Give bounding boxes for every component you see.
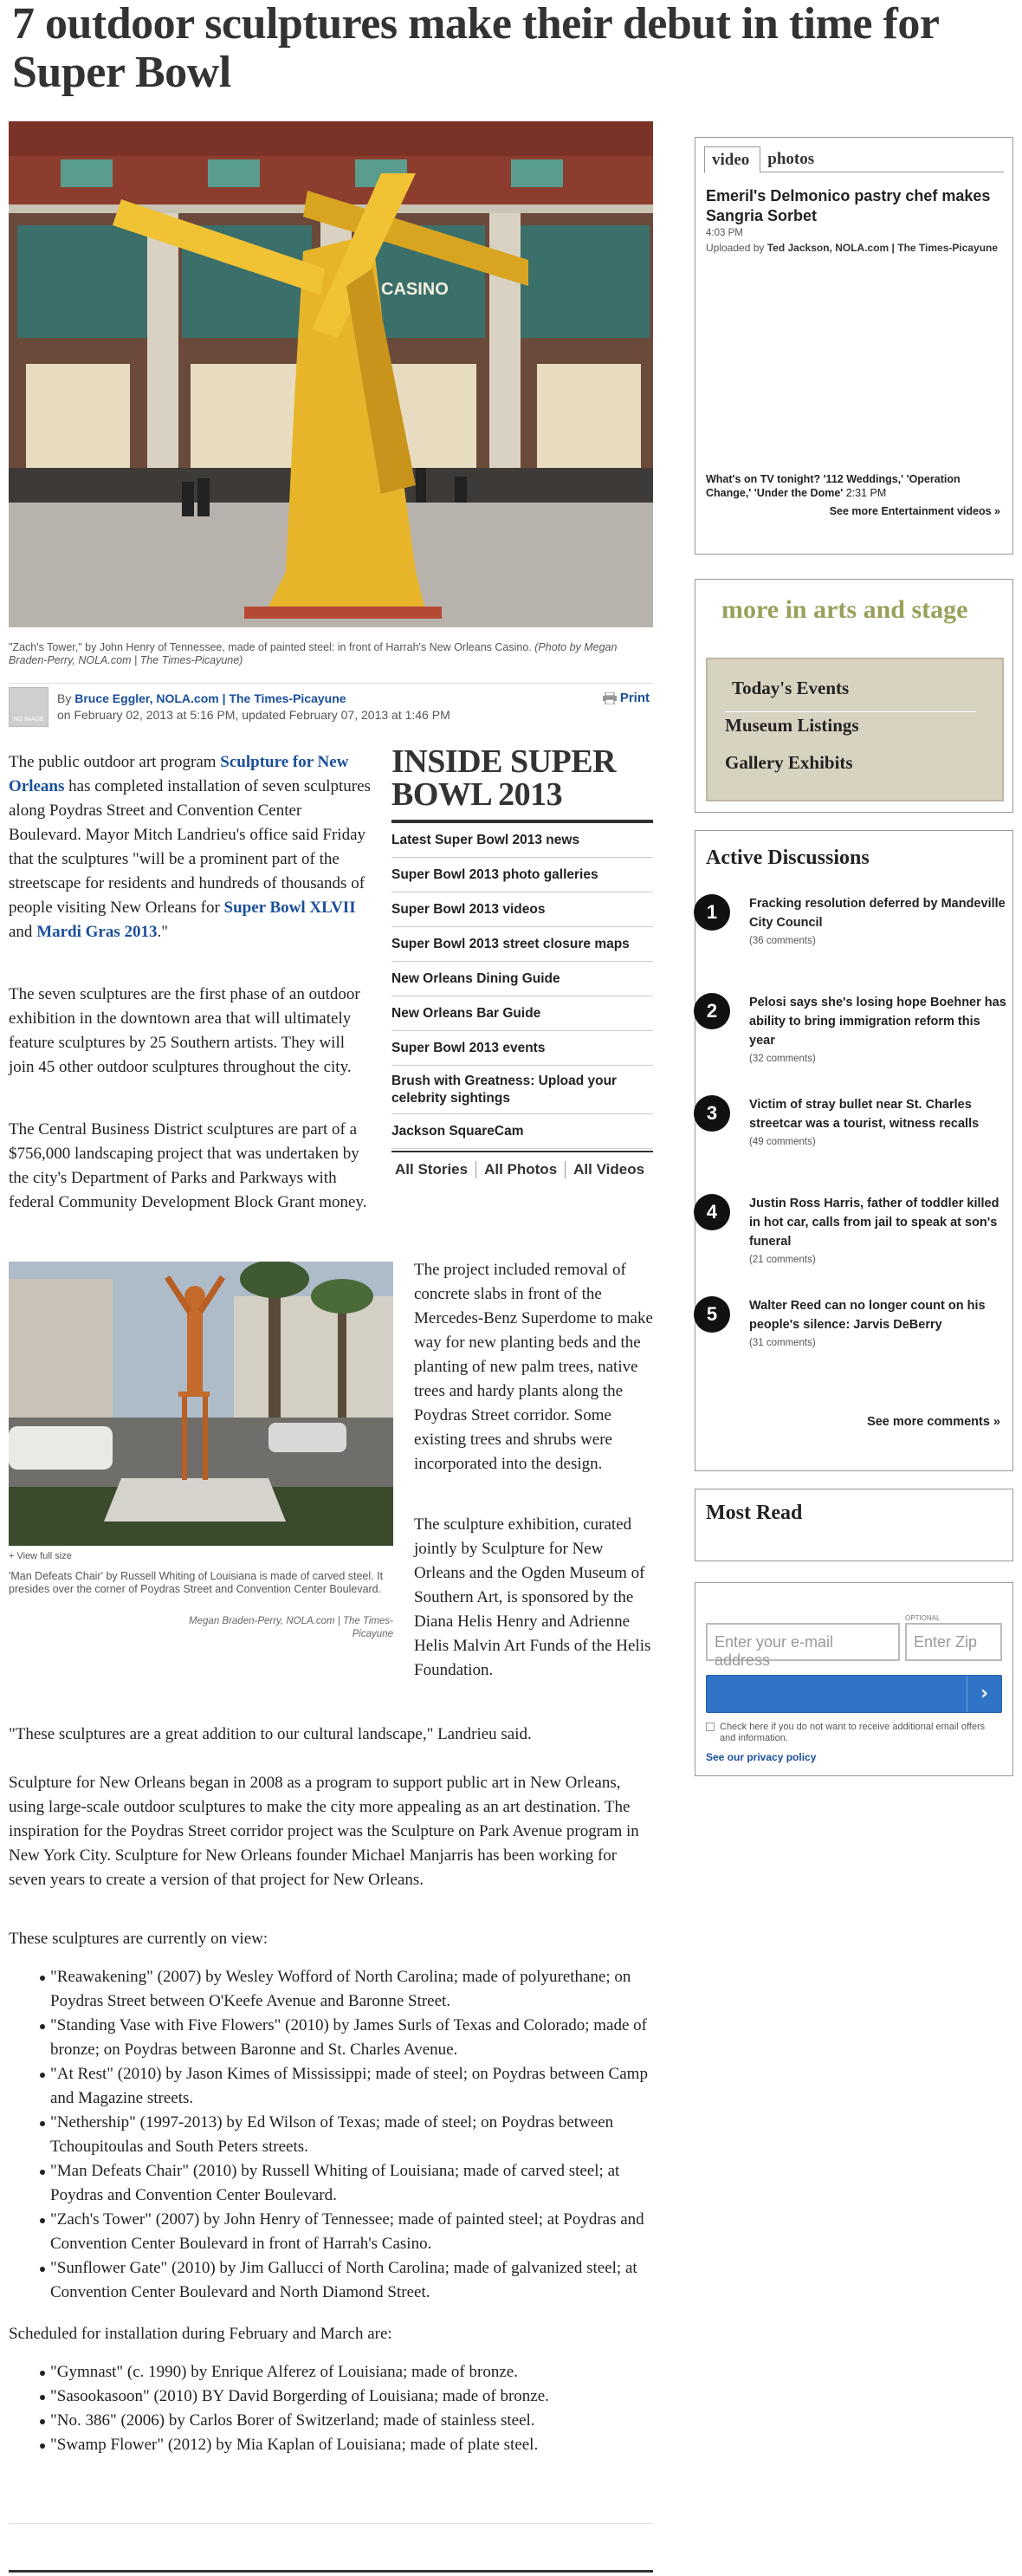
opt-out-label: Check here if you do not want to receive additional email offers and information. [720, 1722, 986, 1743]
more-comments-link[interactable]: See more comments » [867, 1415, 1000, 1429]
next-video[interactable] [706, 472, 1006, 500]
arts-title: more in arts and stage [721, 595, 968, 624]
discussion-count: (32 comments) [749, 1054, 816, 1064]
byline [57, 691, 450, 723]
discussion-title[interactable]: Justin Ross Harris, father of toddler killed in hot car, calls from jail to speak at son's funeral [749, 1197, 999, 1249]
isb-link[interactable]: New Orleans Bar Guide [391, 996, 653, 1031]
uploaded-prefix: Uploaded by [706, 242, 765, 254]
list-item[interactable] [706, 1194, 1012, 1296]
on-view-list [9, 1965, 653, 2305]
byline-prefix: By [57, 691, 72, 705]
isb-footer [391, 1151, 653, 1178]
inside-super-bowl-title: INSIDE SUPER BOWL 2013 [391, 745, 653, 823]
paragraph-2: The seven sculptures are the first phase of an outdoor exhibition in the downtown area that will ultimately feature sculptures by 25 Southern artists. They will join 45 other outdoor sculptures throughout the city. [9, 985, 360, 1076]
next-video-title: What's on TV tonight? '112 Weddings,' 'Operation Change,' 'Under the Dome' [706, 473, 961, 499]
opt-out-checkbox[interactable] [706, 1723, 715, 1731]
paragraph-9: Scheduled for installation during February and March are: [9, 2325, 392, 2343]
article-headline: 7 outdoor sculptures make their debut in time for Super Bowl [12, 0, 939, 97]
arts-link[interactable]: Gallery Exhibits [725, 752, 853, 773]
discussion-number: 4 [694, 1194, 730, 1230]
man-defeats-chair-photo[interactable] [9, 1262, 393, 1546]
optional-label: OPTIONAL [905, 1614, 941, 1622]
privacy-policy-link[interactable]: See our privacy policy [706, 1751, 817, 1763]
all-videos-link[interactable]: All Videos [565, 1161, 652, 1178]
list-item[interactable] [706, 1095, 1012, 1194]
isb-link[interactable]: Super Bowl 2013 photo galleries [391, 858, 653, 892]
discussions-title: Active Discussions [706, 847, 870, 869]
p1-text-d: ." [157, 923, 169, 941]
video-uploader [706, 242, 1002, 255]
discussion-title[interactable]: Fracking resolution deferred by Mandeville City Council [749, 897, 1006, 930]
paragraph-1 [9, 750, 371, 944]
byline-date: on February 02, 2013 at 5:16 PM, updated February 07, 2013 at 1:46 PM [57, 708, 450, 722]
printer-icon [603, 692, 617, 704]
inside-super-bowl-links [391, 823, 653, 1149]
tab-video[interactable]: video [704, 146, 760, 173]
isb-link[interactable]: Brush with Greatness: Upload your celebrity sightings [391, 1066, 653, 1114]
email-field[interactable]: Enter your e-mail address [706, 1623, 900, 1661]
newsletter-box [695, 1582, 1013, 1776]
p1-text-a: The public outdoor art program [9, 753, 221, 771]
chevron-right-icon: › [967, 1676, 1001, 1712]
list-item: "Reawakening" (2007) by Wesley Wofford of North Carolina; made of polyurethane; on Poydras Street between O'Keefe Avenue and Baronne Street. [9, 1965, 653, 2014]
isb-link[interactable]: Jackson SquareCam [391, 1114, 653, 1149]
isb-link[interactable]: Super Bowl 2013 street closure maps [391, 927, 653, 962]
man-defeats-chair-image [9, 1262, 393, 1546]
list-item: "At Rest" (2010) by Jason Kimes of Mississippi; made of steel; on Poydras between Camp and Magazine streets. [9, 2062, 653, 2111]
paragraph-8: These sculptures are currently on view: [9, 1930, 268, 1948]
zip-field[interactable]: Enter Zip [905, 1623, 1002, 1661]
view-full-size-label: View full size [16, 1551, 72, 1561]
video-tabs [704, 146, 1004, 172]
zachs-tower-photo [9, 121, 653, 627]
discussion-number: 3 [694, 1095, 730, 1132]
avatar [9, 687, 49, 727]
list-item: "Swamp Flower" (2012) by Mia Kaplan of Louisiana; made of plate steel. [9, 2433, 653, 2457]
arts-links-panel [706, 658, 1004, 801]
list-item: "Gymnast" (c. 1990) by Enrique Alferez of Louisiana; made of bronze. [9, 2360, 653, 2385]
super-bowl-xlvii-link[interactable]: Super Bowl XLVII [223, 899, 356, 917]
scheduled-list [9, 2360, 653, 2457]
next-video-time: 2:31 PM [845, 487, 887, 499]
paragraph-5: The sculpture exhibition, curated jointly by Sculpture for New Orleans and the Ogden Museum of Southern Art, is sponsored by the Diana Helis Henry and Adrienne Helis Malvin Art Funds of the Helis Foundation. [414, 1515, 651, 1679]
discussion-count: (21 comments) [749, 1255, 816, 1265]
caption-text: "Zach's Tower," by John Henry of Tennessee, made of painted steel: in front of Harrah's New Orleans Casino. [9, 641, 532, 653]
photo2-credit: Megan Braden-Perry, NOLA.com | The Times-Picayune [189, 1616, 393, 1639]
list-item: "Man Defeats Chair" (2010) by Russell Whiting of Louisiana; made of carved steel; at Poydras and Convention Center Boulevard. [9, 2159, 653, 2208]
p1-text-b: has completed installation of seven sculptures along Poydras Street and Convention Center Boulevard. Mayor Mitch Landrieu's office said Friday that the sculptures "will be a prominent part of the streetscape for residents and hundreds of thousands of people visiting New Orleans for [9, 777, 371, 917]
arts-link[interactable]: Museum Listings [725, 715, 859, 736]
tab-photos[interactable]: photos [767, 150, 815, 168]
isb-link[interactable]: New Orleans Dining Guide [391, 962, 653, 996]
divider [9, 2570, 653, 2573]
video-title[interactable]: Emeril's Delmonico pastry chef makes Sangria Sorbet [706, 187, 991, 224]
casino-sign: CASINO [381, 280, 449, 299]
main-photo[interactable] [9, 121, 653, 627]
opt-out-checkbox-row[interactable] [706, 1722, 1002, 1744]
list-item: "Nethership" (1997-2013) by Ed Wilson of Texas; made of steel; on Poydras between Tchoupitoulas and South Peters streets. [9, 2111, 653, 2159]
list-item: "Sasookasoon" (2010) BY David Borgerding of Louisiana; made of bronze. [9, 2385, 653, 2409]
isb-link[interactable]: Super Bowl 2013 videos [391, 892, 653, 927]
paragraph-7: Sculpture for New Orleans began in 2008 as a program to support public art in New Orleans, using large-scale outdoor sculptures to make the city more appealing as an art destination. The inspiration for the Poydras Street corridor project was the Sculpture on Park Avenue program in New York City. Sculpture for New Orleans founder Michael Manjarris has been working for seven years to create a version of that project for New Orleans. [9, 1774, 639, 1889]
avatar-label: NO IMAGE [13, 717, 44, 723]
sculpture-for-new-orleans-link[interactable]: Sculpture for New Orleans [9, 753, 349, 795]
list-item[interactable] [706, 894, 1012, 993]
discussion-number: 5 [694, 1296, 730, 1333]
photo2-caption: 'Man Defeats Chair' by Russell Whiting of Louisiana is made of carved steel. It presides over the corner of Poydras Street and Convention Center Boulevard. [9, 1570, 384, 1595]
byline-row [9, 683, 653, 731]
discussion-count: (36 comments) [749, 936, 816, 946]
author-link[interactable]: Bruce Eggler, NOLA.com | The Times-Picayune [74, 691, 346, 705]
active-discussions-box [695, 830, 1013, 1471]
more-videos-link[interactable]: See more Entertainment videos » [829, 505, 1000, 517]
mardi-gras-2013-link[interactable]: Mardi Gras 2013 [36, 923, 158, 941]
uploader-name[interactable]: Ted Jackson, NOLA.com | The Times-Picayune [766, 242, 999, 254]
isb-link[interactable]: Super Bowl 2013 events [391, 1031, 653, 1066]
p1-text-c: and [9, 923, 37, 941]
most-read-title: Most Read [706, 1502, 803, 1524]
list-item[interactable] [706, 993, 1012, 1095]
subscribe-button[interactable] [706, 1675, 1002, 1713]
list-item[interactable] [706, 1296, 1012, 1374]
paragraph-6: "These sculptures are a great addition to our cultural landscape," Landrieu said. [9, 1725, 532, 1743]
print-label: Print [619, 691, 650, 705]
all-photos-link[interactable]: All Photos [475, 1161, 565, 1178]
discussions-list [695, 894, 1012, 1374]
arts-link[interactable]: Today's Events [725, 675, 976, 712]
print-button[interactable] [603, 691, 650, 705]
all-stories-link[interactable]: All Stories [395, 1161, 469, 1178]
video-time: 4:03 PM [706, 228, 743, 238]
view-full-size-link[interactable]: + View full size [9, 1551, 72, 1561]
paragraph-4: The project included removal of concrete slabs in front of the Mercedes-Benz Superdome to make way for new planting beds and the planting of new palm trees, native trees and hardy plants along the Poydras Street corridor. Some existing trees and shrubs were incorporated into the design. [414, 1261, 653, 1473]
discussion-number: 2 [694, 993, 730, 1029]
discussion-number: 1 [694, 894, 730, 931]
list-item: "Sunflower Gate" (2010) by Jim Gallucci of North Carolina; made of galvanized steel; at Convention Center Boulevard and North Diamond Street. [9, 2256, 653, 2305]
paragraph-3: The Central Business District sculptures are part of a $756,000 landscaping project that was undertaken by the city's Department of Parks and Parkways with federal Community Development Block Grant money. [9, 1120, 367, 1211]
list-item: "Zach's Tower" (2007) by John Henry of Tennessee; made of painted steel; at Poydras and Convention Center Boulevard in front of Harrah's Casino. [9, 2208, 653, 2256]
list-item: "No. 386" (2006) by Carlos Borer of Switzerland; made of stainless steel. [9, 2409, 653, 2433]
discussion-title[interactable]: Pelosi says she's losing hope Boehner has ability to bring immigration reform this year [749, 996, 1006, 1048]
discussion-count: (31 comments) [749, 1338, 816, 1348]
discussion-title[interactable]: Victim of stray bullet near St. Charles streetcar was a tourist, witness recalls [749, 1098, 980, 1131]
list-item: "Standing Vase with Five Flowers" (2010) by James Surls of Texas and Colorado; made of bronze; on Poydras between Baronne and St. Charles Avenue. [9, 2014, 653, 2062]
arts-box [695, 579, 1013, 813]
caption-credit: (Photo by Megan Braden-Perry, NOLA.com | The Times-Picayune) [9, 641, 618, 666]
inside-super-bowl-box [391, 745, 653, 1178]
video-box [695, 137, 1013, 555]
isb-link[interactable]: Latest Super Bowl 2013 news [391, 823, 653, 858]
discussion-count: (49 comments) [749, 1137, 816, 1147]
most-read-box [695, 1489, 1013, 1561]
divider [9, 2523, 653, 2524]
main-photo-caption [9, 641, 653, 667]
discussion-title[interactable]: Walter Reed can no longer count on his people's silence: Jarvis DeBerry [749, 1299, 986, 1332]
